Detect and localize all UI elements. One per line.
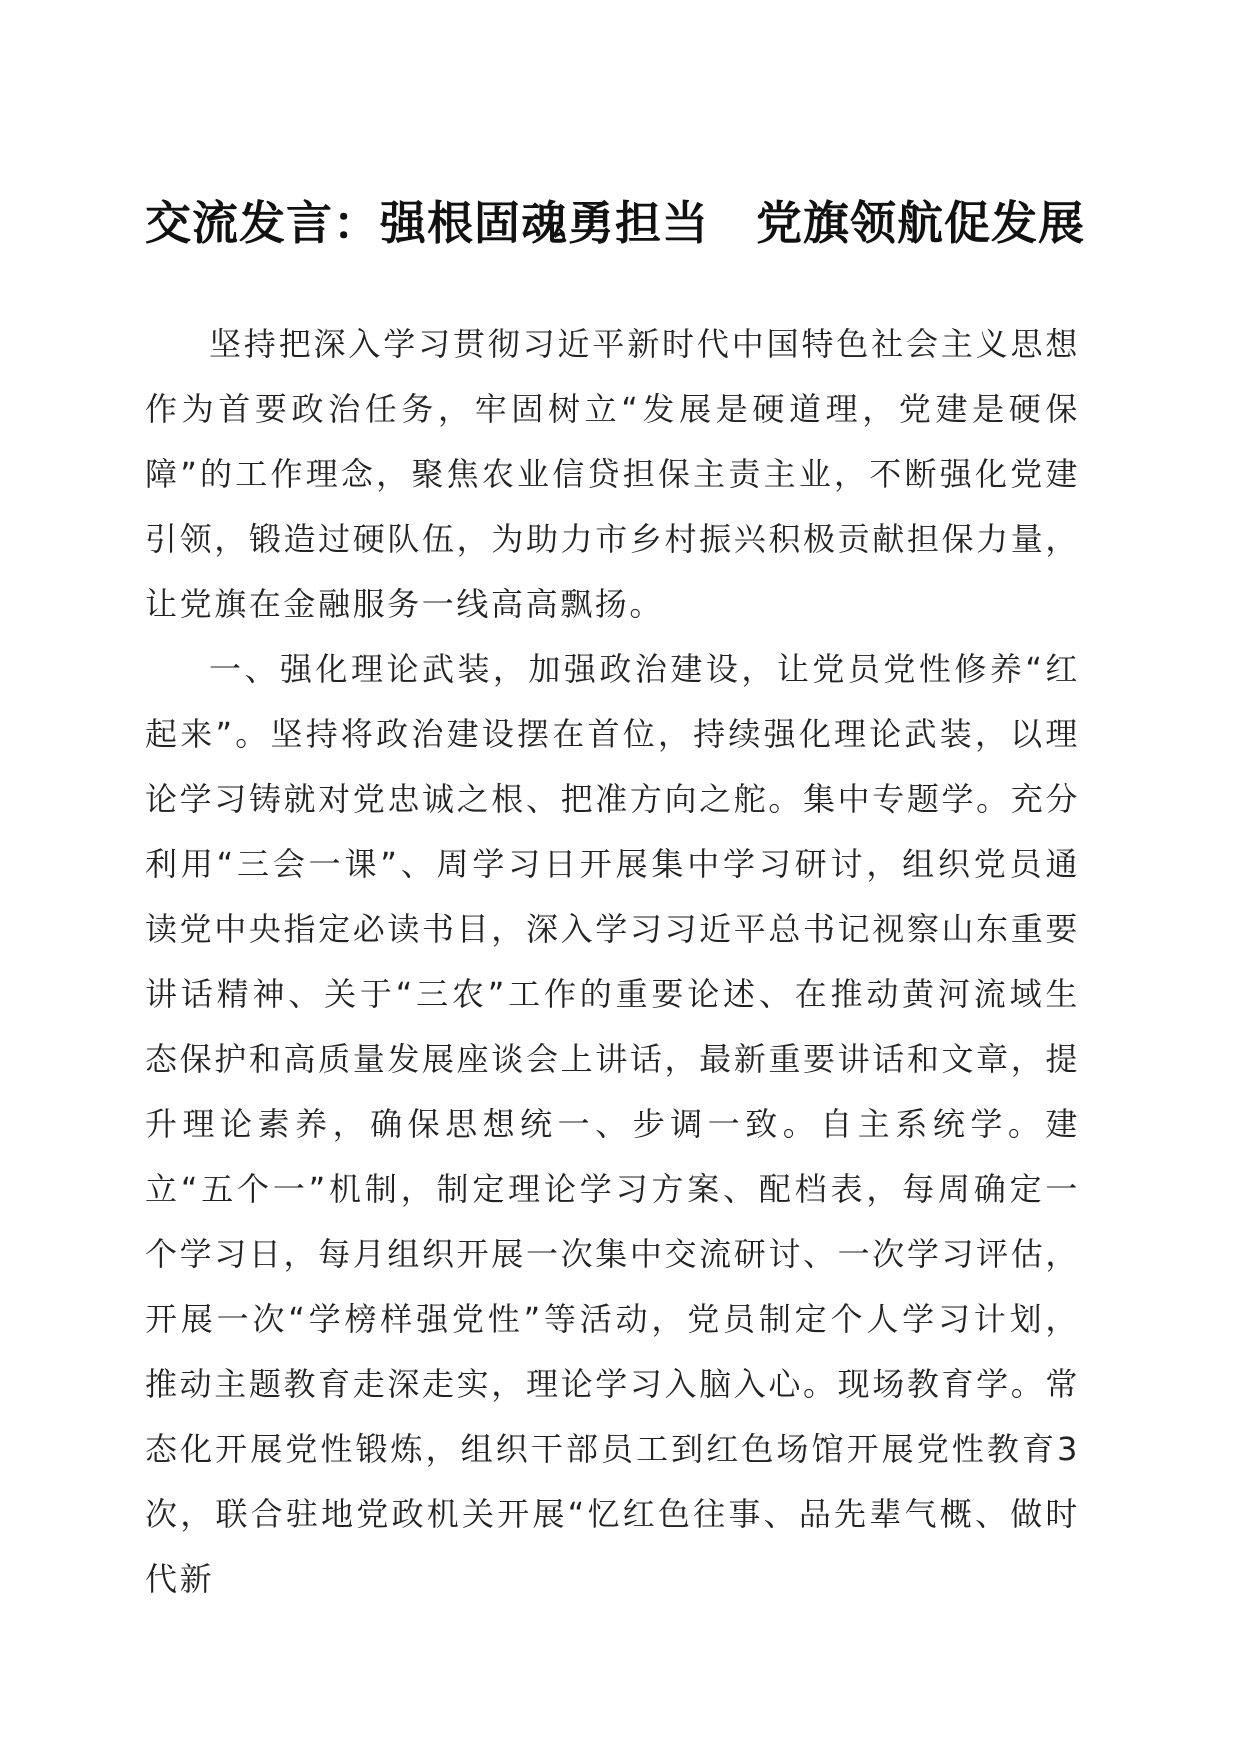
section-one-paragraph: 一、强化理论武装，加强政治建设，让党员党性修养“红起来”。坚持将政治建设摆在首位，持续强化理论武装，以理论学习铸就对党忠诚之根、把准方向之舵。集中专题学。充分利用“三会一课”、周学习日开展集中学习研讨，组织党员通读党中央指定必读书目，深入学习习近平总书记视察山东重要讲话精神、关于“三农”工作的重要论述、在推动黄河流域生态保护和高质量发展座谈会上讲话，最新重要讲话和文章，提升理论素养，确保思想统一、步调一致。自主系统学。建立“五个一”机制，制定理论学习方案、配档表，每周确定一个学习日，每月组织开展一次集中交流研讨、一次学习评估，开展一次“学榜样强党性”等活动，党员制定个人学习计划，推动主题教育走深走实，理论学习入脑入心。现场教育学。常态化开展党性锻炼，组织干部员工到红色场馆开展党性教育3次，联合驻地党政机关开展“忆红色往事、品先辈气概、做时代新	[145, 650, 1080, 1598]
document-body	[145, 312, 1080, 1612]
intro-paragraph: 坚持把深入学习贯彻习近平新时代中国特色社会主义思想作为首要政治任务，牢固树立“发展是硬道理，党建是硬保障”的工作理念，聚焦农业信贷担保主责主业，不断强化党建引领，锻造过硬队伍，为助力市乡村振兴积极贡献担保力量，让党旗在金融服务一线高高飘扬。	[145, 325, 1080, 623]
document-title: 交流发言：强根固魂勇担当 党旗领航促发展	[145, 196, 1085, 250]
